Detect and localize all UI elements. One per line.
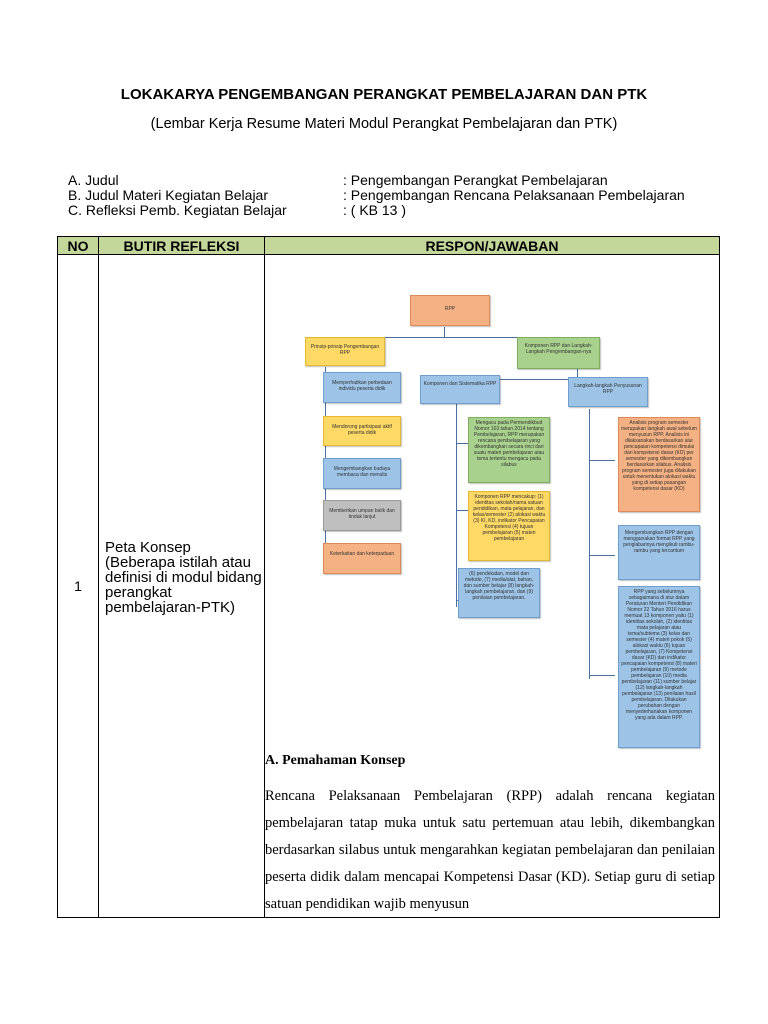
section-heading: A. Pemahaman Konsep [265,753,406,768]
reflection-table [57,236,720,918]
cm-left-branch: Prinsip-prinsip Pengembangan RPP [305,337,385,366]
row-number: 1 [58,255,99,918]
header-respon: RESPON/JAWABAN [265,237,720,255]
cm-mid-item: Komponen RPP mencakup: (1) identitas sekolah/nama satuan pendidikan, mata pelajaran, dan kelas/semester (2) alokasi waktu (3) KI, KD, indikator Pencapaian Kompetensi (4) tujuan pembelajaran (5) materi pembelajaran [468,491,550,561]
cm-mid-branch: Komponen dan Sistematika RPP [420,375,500,404]
row-respon [265,255,720,918]
info-value: : Pengembangan Rencana Pelaksanaan Pembelajaran [343,187,685,203]
info-value: : Pengembangan Perangkat Pembelajaran [343,172,608,188]
header-butir: BUTIR REFLEKSI [99,237,265,255]
cm-right-sub: Langkah-langkah Penyusunan RPP [568,377,648,407]
document-title: LOKAKARYA PENGEMBANGAN PERANGKAT PEMBELAJARAN DAN PTK [120,86,648,103]
cm-left-item: Memperhatikan perbedaan individu peserta didik [323,372,401,403]
cm-mid-item: (6) pendekatan, model dan metode, (7) media/alat, bahan, dan sumber belajar (8) langkah-langkah pembelajaran, dan (9) penilaian pembelajaran. [458,568,540,618]
cm-left-item: Memberikan umpan balik dan tindak lanjut [323,500,401,531]
cm-left-item: Mendorong partisipasi aktif peserta didik [323,416,401,446]
row-butir: Peta Konsep (Beberapa istilah atau definisi di modul bidang perangkat pembelajaran-PTK) [99,255,265,918]
info-value: : ( KB 13 ) [343,202,407,218]
cm-mid-item: Mengacu pada Permendikbud Nomor 103 tahun 2014 tentang Pembelajaran, RPP merupakan rencana pembelajaran yang dikembangkan secara rinci dari suatu materi pembelajaran atau tema tertentu mengacu pada silabus [468,417,550,483]
cm-right-branch: Komponen RPP dan Langkah-Langkah Pengembangan-nya [517,337,600,369]
section-paragraph: Rencana Pelaksanaan Pembelajaran (RPP) adalah rencana kegiatan pembelajaran tatap muka untuk satu pertemuan atau lebih, dikembangkan berdasarkan silabus untuk mengarahkan kegiatan pembelajaran dan penilaian peserta didik dalam mencapai Kompetensi Dasar (KD). Setiap guru di setiap satuan pendidikan wajib menyusun [265,788,715,912]
cm-left-item: Keterkaitan dan keterpaduan [323,543,401,574]
cm-right-item: RPP yang sebelumnya sebagaimana di atur dalam Peraturan Menteri Pendidikan Nomor 22 Tahun 2016 harus memuat 13 komponen yaitu (1) identitas sekolah, (2) identitas mata pelajaran atau tema/subtema (3) kelas dan semester (4) materi pokok (5) alokasi waktu (6) tujuan pembelajaran, (7) Kompetensi dasar (KD) dan indikator pencapaian kompetensi (8) materi pembelajaran (9) metode pembelajaran (10) media pembelajaran (11) sumber belajar (12) langkah-langkah pembelajaran (13) penilaian hasil pembelajaran. Dilakukan perubahan dengan menyederhanakan komponen yang ada dalam RPP. [618,586,700,748]
cm-right-item: Mengembangkan RPP dengan menggunakan format RPP yang penglabannya mengikuti rambu-rambu yang tercantum [618,525,700,580]
info-key: C. Refleksi Pemb. Kegiatan Belajar [68,202,287,218]
table-row [58,255,720,918]
info-key: A. Judul [68,172,119,188]
document-subtitle: (Lembar Kerja Resume Materi Modul Perangkat Pembelajaran dan PTK) [150,116,618,132]
cm-right-item: Analisis program semester merupakan langkah awal sebelum menyusun RPP. Analisis ini dilaksanakan berdasarkan alur pencapaian kompetensi dimulai dari kompetensi dasar (KD) per semester yang dikembangkan berdasarkan silabus. Analisis program semester juga dilakukan untuk menentukan alokasi waktu yang di setiap pasangan kompetensi dasar (KD) [618,417,700,512]
info-key: B. Judul Materi Kegiatan Belajar [68,187,268,203]
header-no: NO [58,237,99,255]
respon-content [265,255,720,917]
table-header-row [58,237,720,255]
cm-root: RPP [410,295,490,326]
cm-left-item: Mengembangkan budaya membaca dan menulis [323,458,401,489]
